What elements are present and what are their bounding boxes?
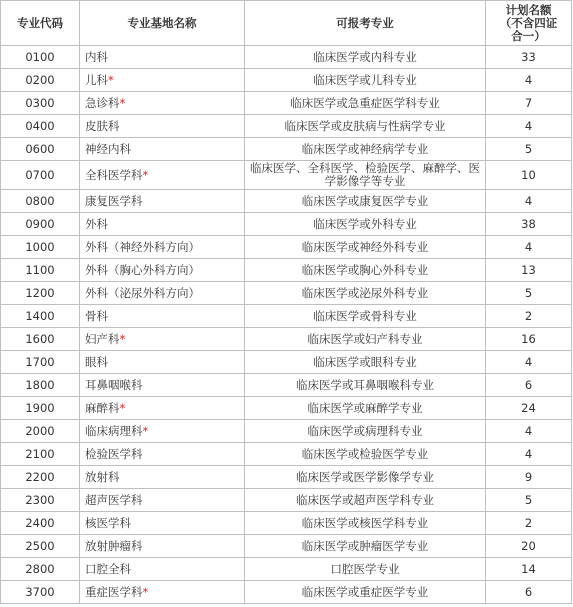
row-base-name: [80, 558, 245, 581]
row-base-name: [80, 190, 245, 213]
base-name-text: 检验医学科: [85, 447, 143, 461]
row-plan: 4: [486, 420, 572, 443]
base-name-text: 眼科: [85, 355, 108, 369]
row-plan: 2: [486, 512, 572, 535]
required-star: *: [142, 585, 149, 599]
row-base-name: [80, 351, 245, 374]
row-base-name: [80, 236, 245, 259]
table-row: [1, 374, 572, 397]
required-star: *: [119, 332, 126, 346]
required-star: *: [142, 424, 149, 438]
table-header-row: [1, 1, 572, 46]
base-name-text: 妇产科: [85, 332, 120, 346]
row-major: 临床医学或耳鼻咽喉科专业: [245, 374, 486, 397]
row-code: 1900: [1, 397, 80, 420]
row-plan: 5: [486, 282, 572, 305]
row-base-name: [80, 443, 245, 466]
row-base-name: [80, 92, 245, 115]
row-plan: 10: [486, 161, 572, 190]
row-plan: 20: [486, 535, 572, 558]
row-code: 2400: [1, 512, 80, 535]
base-name-text: 急诊科: [85, 96, 120, 110]
row-code: 2500: [1, 535, 80, 558]
row-plan: 9: [486, 466, 572, 489]
base-name-text: 耳鼻咽喉科: [85, 378, 143, 392]
row-base-name: [80, 489, 245, 512]
required-star: *: [119, 96, 126, 110]
required-star: *: [142, 168, 149, 182]
table-row: [1, 581, 572, 604]
row-major: 临床医学或眼科专业: [245, 351, 486, 374]
row-plan: 24: [486, 397, 572, 420]
row-base-name: [80, 535, 245, 558]
base-name-text: 骨科: [85, 309, 108, 323]
table-row: [1, 466, 572, 489]
header-plan: [486, 1, 572, 46]
table-row: [1, 328, 572, 351]
required-star: *: [108, 73, 114, 87]
row-code: 0800: [1, 190, 80, 213]
row-plan: 5: [486, 138, 572, 161]
row-plan: 4: [486, 236, 572, 259]
row-major: 临床医学、全科医学、检验医学、麻醉学、医学影像学等专业: [245, 161, 486, 190]
base-name-text: 外科（胸心外科方向）: [85, 263, 200, 277]
row-code: 2800: [1, 558, 80, 581]
row-code: 2100: [1, 443, 80, 466]
row-plan: 4: [486, 351, 572, 374]
table-row: [1, 69, 572, 92]
table-row: [1, 190, 572, 213]
header-plan-line3: 合一）: [511, 28, 546, 43]
row-base-name: [80, 397, 245, 420]
table-row: [1, 259, 572, 282]
table-row: [1, 161, 572, 190]
row-plan: 6: [486, 374, 572, 397]
row-major: 临床医学或泌尿外科专业: [245, 282, 486, 305]
row-base-name: [80, 46, 245, 69]
row-major: 临床医学或胸心外科专业: [245, 259, 486, 282]
row-major: 临床医学或神经外科专业: [245, 236, 486, 259]
header-major: 可报考专业: [245, 1, 486, 46]
base-name-text: 放射科: [85, 470, 120, 484]
table-row: [1, 535, 572, 558]
row-code: 1400: [1, 305, 80, 328]
base-name-text: 外科（神经外科方向）: [85, 240, 200, 254]
row-code: 1800: [1, 374, 80, 397]
row-plan: 4: [486, 69, 572, 92]
base-name-text: 神经内科: [85, 142, 131, 156]
row-code: 3700: [1, 581, 80, 604]
base-name-text: 康复医学科: [85, 194, 143, 208]
base-name-text: 麻醉科: [85, 401, 120, 415]
row-major: 临床医学或核医学科专业: [245, 512, 486, 535]
row-base-name: [80, 328, 245, 351]
base-name-text: 外科（泌尿外科方向）: [85, 286, 200, 300]
row-base-name: [80, 305, 245, 328]
base-name-text: 重症医学科: [85, 585, 143, 599]
row-code: 1100: [1, 259, 80, 282]
row-base-name: [80, 161, 245, 190]
row-major: 临床医学或妇产科专业: [245, 328, 486, 351]
table-row: [1, 558, 572, 581]
row-plan: 5: [486, 489, 572, 512]
row-plan: 16: [486, 328, 572, 351]
base-name-text: 儿科: [85, 73, 108, 87]
row-major: 临床医学或重症医学专业: [245, 581, 486, 604]
table-row: [1, 489, 572, 512]
row-base-name: [80, 282, 245, 305]
header-base-name: 专业基地名称: [80, 1, 245, 46]
row-code: 1200: [1, 282, 80, 305]
row-base-name: [80, 115, 245, 138]
row-major: 临床医学或病理科专业: [245, 420, 486, 443]
row-major: 临床医学或肿瘤医学专业: [245, 535, 486, 558]
row-code: 2200: [1, 466, 80, 489]
row-code: 2300: [1, 489, 80, 512]
row-base-name: [80, 374, 245, 397]
row-code: 1600: [1, 328, 80, 351]
row-major: 临床医学或骨科专业: [245, 305, 486, 328]
base-name-text: 放射肿瘤科: [85, 539, 143, 553]
base-name-text: 核医学科: [85, 516, 131, 530]
header-plan-line1: 计划名额: [505, 2, 552, 17]
row-base-name: [80, 138, 245, 161]
row-base-name: [80, 581, 245, 604]
row-plan: 6: [486, 581, 572, 604]
base-name-text: 皮肤科: [85, 119, 120, 133]
table-row: [1, 420, 572, 443]
row-major: 临床医学或内科专业: [245, 46, 486, 69]
table-row: [1, 282, 572, 305]
row-base-name: [80, 69, 245, 92]
header-code: 专业代码: [1, 1, 80, 46]
row-plan: 7: [486, 92, 572, 115]
base-name-text: 外科: [85, 217, 108, 231]
table-row: [1, 213, 572, 236]
base-name-text: 全科医学科: [85, 168, 143, 182]
row-major: 临床医学或麻醉学专业: [245, 397, 486, 420]
required-star: *: [119, 401, 126, 415]
table-row: [1, 397, 572, 420]
row-base-name: [80, 259, 245, 282]
row-code: 1000: [1, 236, 80, 259]
row-code: 0900: [1, 213, 80, 236]
table-row: [1, 236, 572, 259]
table-row: [1, 115, 572, 138]
table-row: [1, 138, 572, 161]
row-code: 0700: [1, 161, 80, 190]
row-code: 0300: [1, 92, 80, 115]
row-major: 口腔医学专业: [245, 558, 486, 581]
table-row: [1, 46, 572, 69]
row-major: 临床医学或外科专业: [245, 213, 486, 236]
row-base-name: [80, 420, 245, 443]
base-name-text: 临床病理科: [85, 424, 143, 438]
table-row: [1, 92, 572, 115]
row-plan: 2: [486, 305, 572, 328]
row-code: 0400: [1, 115, 80, 138]
row-plan: 4: [486, 190, 572, 213]
row-major: 临床医学或急重症医学科专业: [245, 92, 486, 115]
row-code: 2000: [1, 420, 80, 443]
row-major: 临床医学或皮肤病与性病学专业: [245, 115, 486, 138]
row-plan: 14: [486, 558, 572, 581]
table-row: [1, 512, 572, 535]
row-plan: 4: [486, 115, 572, 138]
row-code: 0200: [1, 69, 80, 92]
row-major: 临床医学或超声医学科专业: [245, 489, 486, 512]
row-plan: 4: [486, 443, 572, 466]
base-name-text: 口腔全科: [85, 562, 131, 576]
table-row: [1, 351, 572, 374]
row-plan: 38: [486, 213, 572, 236]
base-name-text: 超声医学科: [85, 493, 143, 507]
row-plan: 33: [486, 46, 572, 69]
row-base-name: [80, 466, 245, 489]
row-major: 临床医学或儿科专业: [245, 69, 486, 92]
row-code: 1700: [1, 351, 80, 374]
row-major: 临床医学或医学影像学专业: [245, 466, 486, 489]
base-name-text: 内科: [85, 50, 108, 64]
table-body: [1, 46, 572, 604]
row-base-name: [80, 512, 245, 535]
table-row: [1, 443, 572, 466]
row-plan: 13: [486, 259, 572, 282]
row-base-name: [80, 213, 245, 236]
row-code: 0600: [1, 138, 80, 161]
row-code: 0100: [1, 46, 80, 69]
header-plan-line2: （不含四证: [499, 15, 558, 30]
table-row: [1, 305, 572, 328]
row-major: 临床医学或神经病学专业: [245, 138, 486, 161]
row-major: 临床医学或康复医学专业: [245, 190, 486, 213]
row-major: 临床医学或检验医学专业: [245, 443, 486, 466]
